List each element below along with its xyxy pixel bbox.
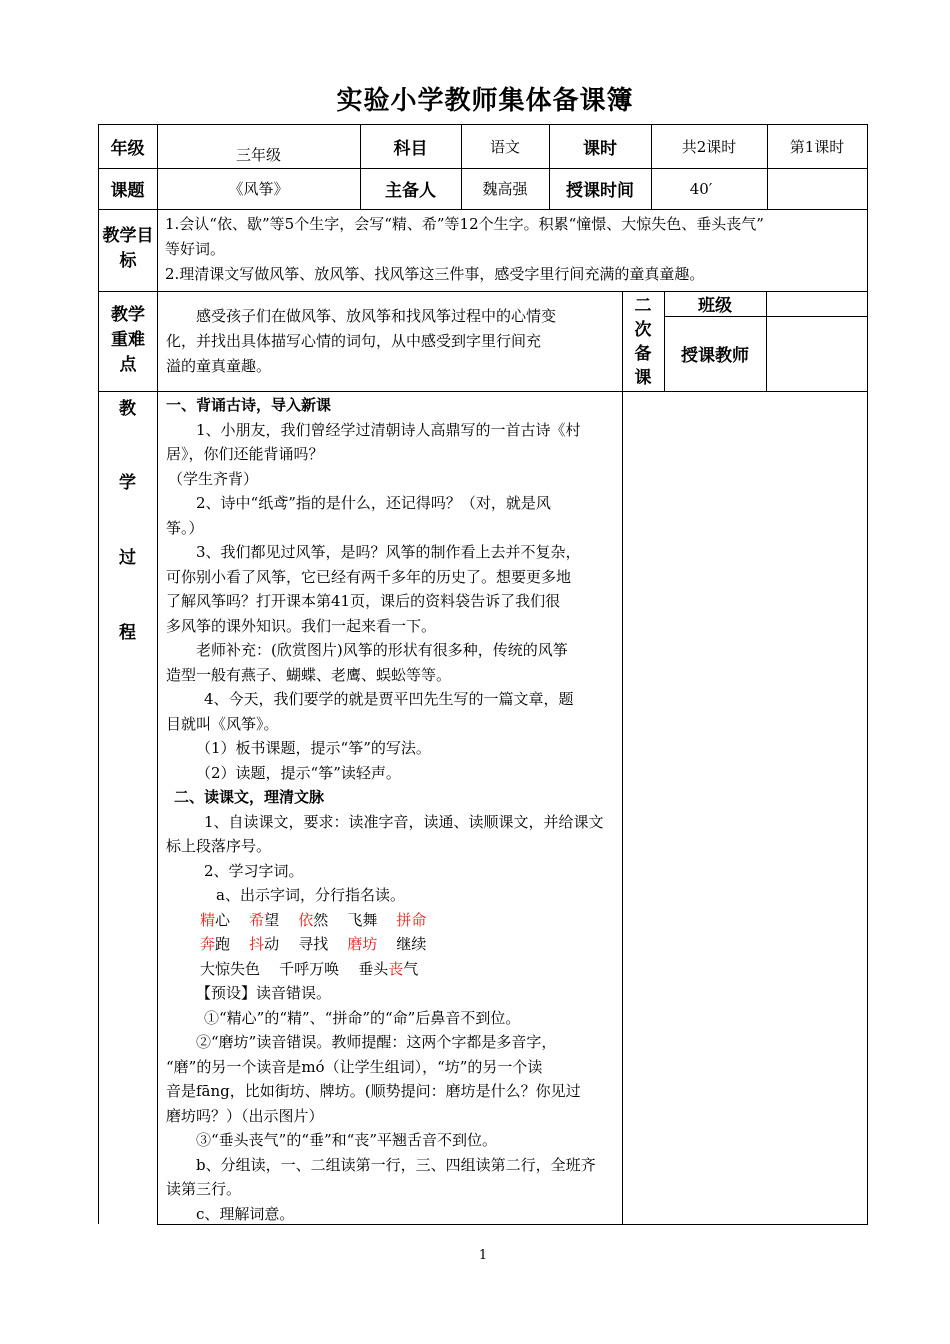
period-label: 课时: [583, 138, 617, 159]
subject-label: 科目: [393, 138, 428, 159]
topic-value: 《风筝》: [228, 180, 289, 198]
word-row-2: 奔跑 抖动 寻找 磨坊 继续: [200, 935, 427, 953]
subject-value: 语文: [489, 137, 520, 156]
process-text: 一、背诵古诗，导入新课 1、小朋友，我们曾经学过清朝诗人高鼎写的一首古诗《村 居》，你们还能背诵吗？ （学生齐背） 2、诗中“纸鸢”指的是什么，还记得吗？（对，就是风 筝。） 3、我们都见过风筝，是吗？风筝的制作看上去并不复杂， 可你别小看了风筝，它已经有两千多年的历史了。想要更多地 了解风筝吗？打开课本第41页，课后的资料袋告诉了我们很 多风筝的课外知识。我们一起来看一下。 老师补充：(欣赏图片)风筝的形状有很多种，传统的风筝 造型一般有燕子、蝴蝶、老鹰、蜈蚣等等。 4、今天，我们要学的就是贾平凹先生写的一篇文章，题 目就叫《风筝》。 （1）板书课题，提示“筝”的写法。 （2）读题，提示“筝”读轻声。 二、读课文，理清文脉 1、自读课文，要求：读准字音，读通、读顺课文，并给课文 标上段落序号。 2、学习字词。 a、出示字词，分行指名读。 精心 希望 依然 飞舞 拼命 奔跑 抖动 寻找 磨坊 继续 大惊失色 千呼万唤 垂头丧气 【预设】读音错误。 ①“精心”的“精”、“拼命”的“命”后鼻音不到位。 ②“磨坊”读音错误。教师提醒：这两个字都是多音字， “磨”的另一个读音是mó（让学生组词），“坊”的另一个读 音是fāng，比如街坊、牌坊。(顺势提问：磨坊是什么？你见过 磨坊吗？）（出示图片） ③“垂头丧气”的“垂”和“丧”平翘舌音不到位。 b、分组读，一、二组读第一行，三、四组读第二行，全班齐 读第三行。 c、理解词意。: [166, 393, 621, 1226]
page-number: 1: [478, 1248, 488, 1263]
section-heading: 一、背诵古诗，导入新课: [166, 396, 332, 414]
time-value: 40′: [689, 179, 713, 198]
keypoints-label: 教学重难点: [111, 305, 145, 375]
section-heading: 二、读课文，理清文脉: [174, 788, 325, 806]
period-total: 共2课时: [681, 137, 737, 156]
objectives-text: 1.会认“依、歇”等5个生字，会写“精、希”等12个生字。积累“憧憬、大惊失色、垂头丧气” 等好词。 2.理清课文写做风筝、放风筝、找风筝这三件事，感受字里行间充满的童真童趣。: [165, 215, 764, 283]
grade-value: 三年级: [235, 145, 281, 164]
word-row-1: 精心 希望 依然 飞舞 拼命: [200, 910, 427, 929]
second-prep-label: 二次备课: [634, 296, 652, 388]
time-label: 授课时间: [566, 181, 634, 201]
page-title: 实验小学教师集体备课簿: [336, 86, 634, 116]
keypoints-text: 感受孩子们在做风筝、放风筝和找风筝过程中的心情变 化，并找出具体描写心情的词句，从中感受到字里行间充 溢的童真童趣。: [166, 307, 557, 375]
preparer-label: 主备人: [385, 181, 436, 201]
class-label: 班级: [698, 296, 732, 316]
teacher-label: 授课教师: [681, 346, 749, 366]
word-row-3: 大惊失色 千呼万唤 垂头丧气: [200, 959, 419, 978]
preparer-value: 魏高强: [482, 180, 528, 198]
topic-label: 课题: [110, 181, 145, 201]
objectives-label: 教学目标: [102, 226, 154, 271]
grade-label: 年级: [110, 138, 145, 159]
period-current: 第1课时: [789, 137, 845, 156]
